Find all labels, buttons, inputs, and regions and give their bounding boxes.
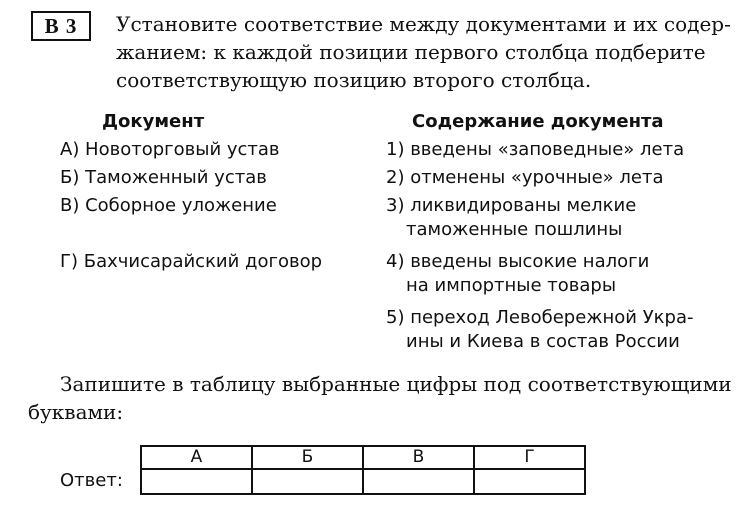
content-item-continuation: ины и Киева в состав России — [406, 331, 680, 352]
content-item-5 — [386, 306, 694, 354]
instruction-line: Запишите в таблицу выбранные цифры под соответствующими — [60, 372, 732, 396]
answer-table-value-row — [141, 469, 585, 494]
document-item-b: Б) Таможенный устав — [60, 167, 267, 188]
answer-label: Ответ: — [60, 470, 123, 491]
content-item-2 — [386, 166, 664, 190]
documents-column-header: Документ — [102, 111, 205, 132]
intro-line: Установите соответствие между документами и их содер- — [116, 12, 731, 36]
answer-instruction — [28, 370, 732, 426]
content-item-text: 1) введены «заповедные» лета — [386, 139, 685, 160]
document-item-v: В) Соборное уложение — [60, 195, 277, 216]
answer-table-header-row — [141, 446, 585, 469]
content-item-text: 5) переход Левобережной Укра- — [386, 307, 694, 328]
task-intro — [116, 10, 731, 94]
content-item-1 — [386, 138, 684, 162]
intro-line: жанием: к каждой позиции первого столбца подберите — [116, 40, 706, 64]
content-item-4 — [386, 250, 649, 298]
answer-cell-b[interactable] — [252, 469, 363, 494]
task-code-badge: В 3 — [31, 11, 91, 41]
document-item-a: А) Новоторговый устав — [60, 139, 280, 160]
content-item-text: 3) ликвидированы мелкие — [386, 195, 637, 216]
answer-table — [140, 445, 586, 495]
content-item-continuation: таможенные пошлины — [406, 219, 623, 240]
answer-header-b: Б — [252, 446, 363, 469]
answer-header-g: Г — [474, 446, 585, 469]
document-item-g: Г) Бахчисарайский договор — [60, 251, 323, 272]
answer-cell-v[interactable] — [363, 469, 474, 494]
content-item-continuation: на импортные товары — [406, 275, 617, 296]
contents-column-header: Содержание документа — [412, 111, 664, 132]
content-item-text: 4) введены высокие налоги — [386, 251, 650, 272]
instruction-line: буквами: — [28, 400, 124, 424]
content-item-3 — [386, 194, 636, 242]
intro-line: соответствующую позицию второго столбца. — [116, 68, 592, 92]
content-item-text: 2) отменены «урочные» лета — [386, 167, 664, 188]
answer-cell-g[interactable] — [474, 469, 585, 494]
answer-header-a: А — [141, 446, 252, 469]
answer-header-v: В — [363, 446, 474, 469]
answer-cell-a[interactable] — [141, 469, 252, 494]
